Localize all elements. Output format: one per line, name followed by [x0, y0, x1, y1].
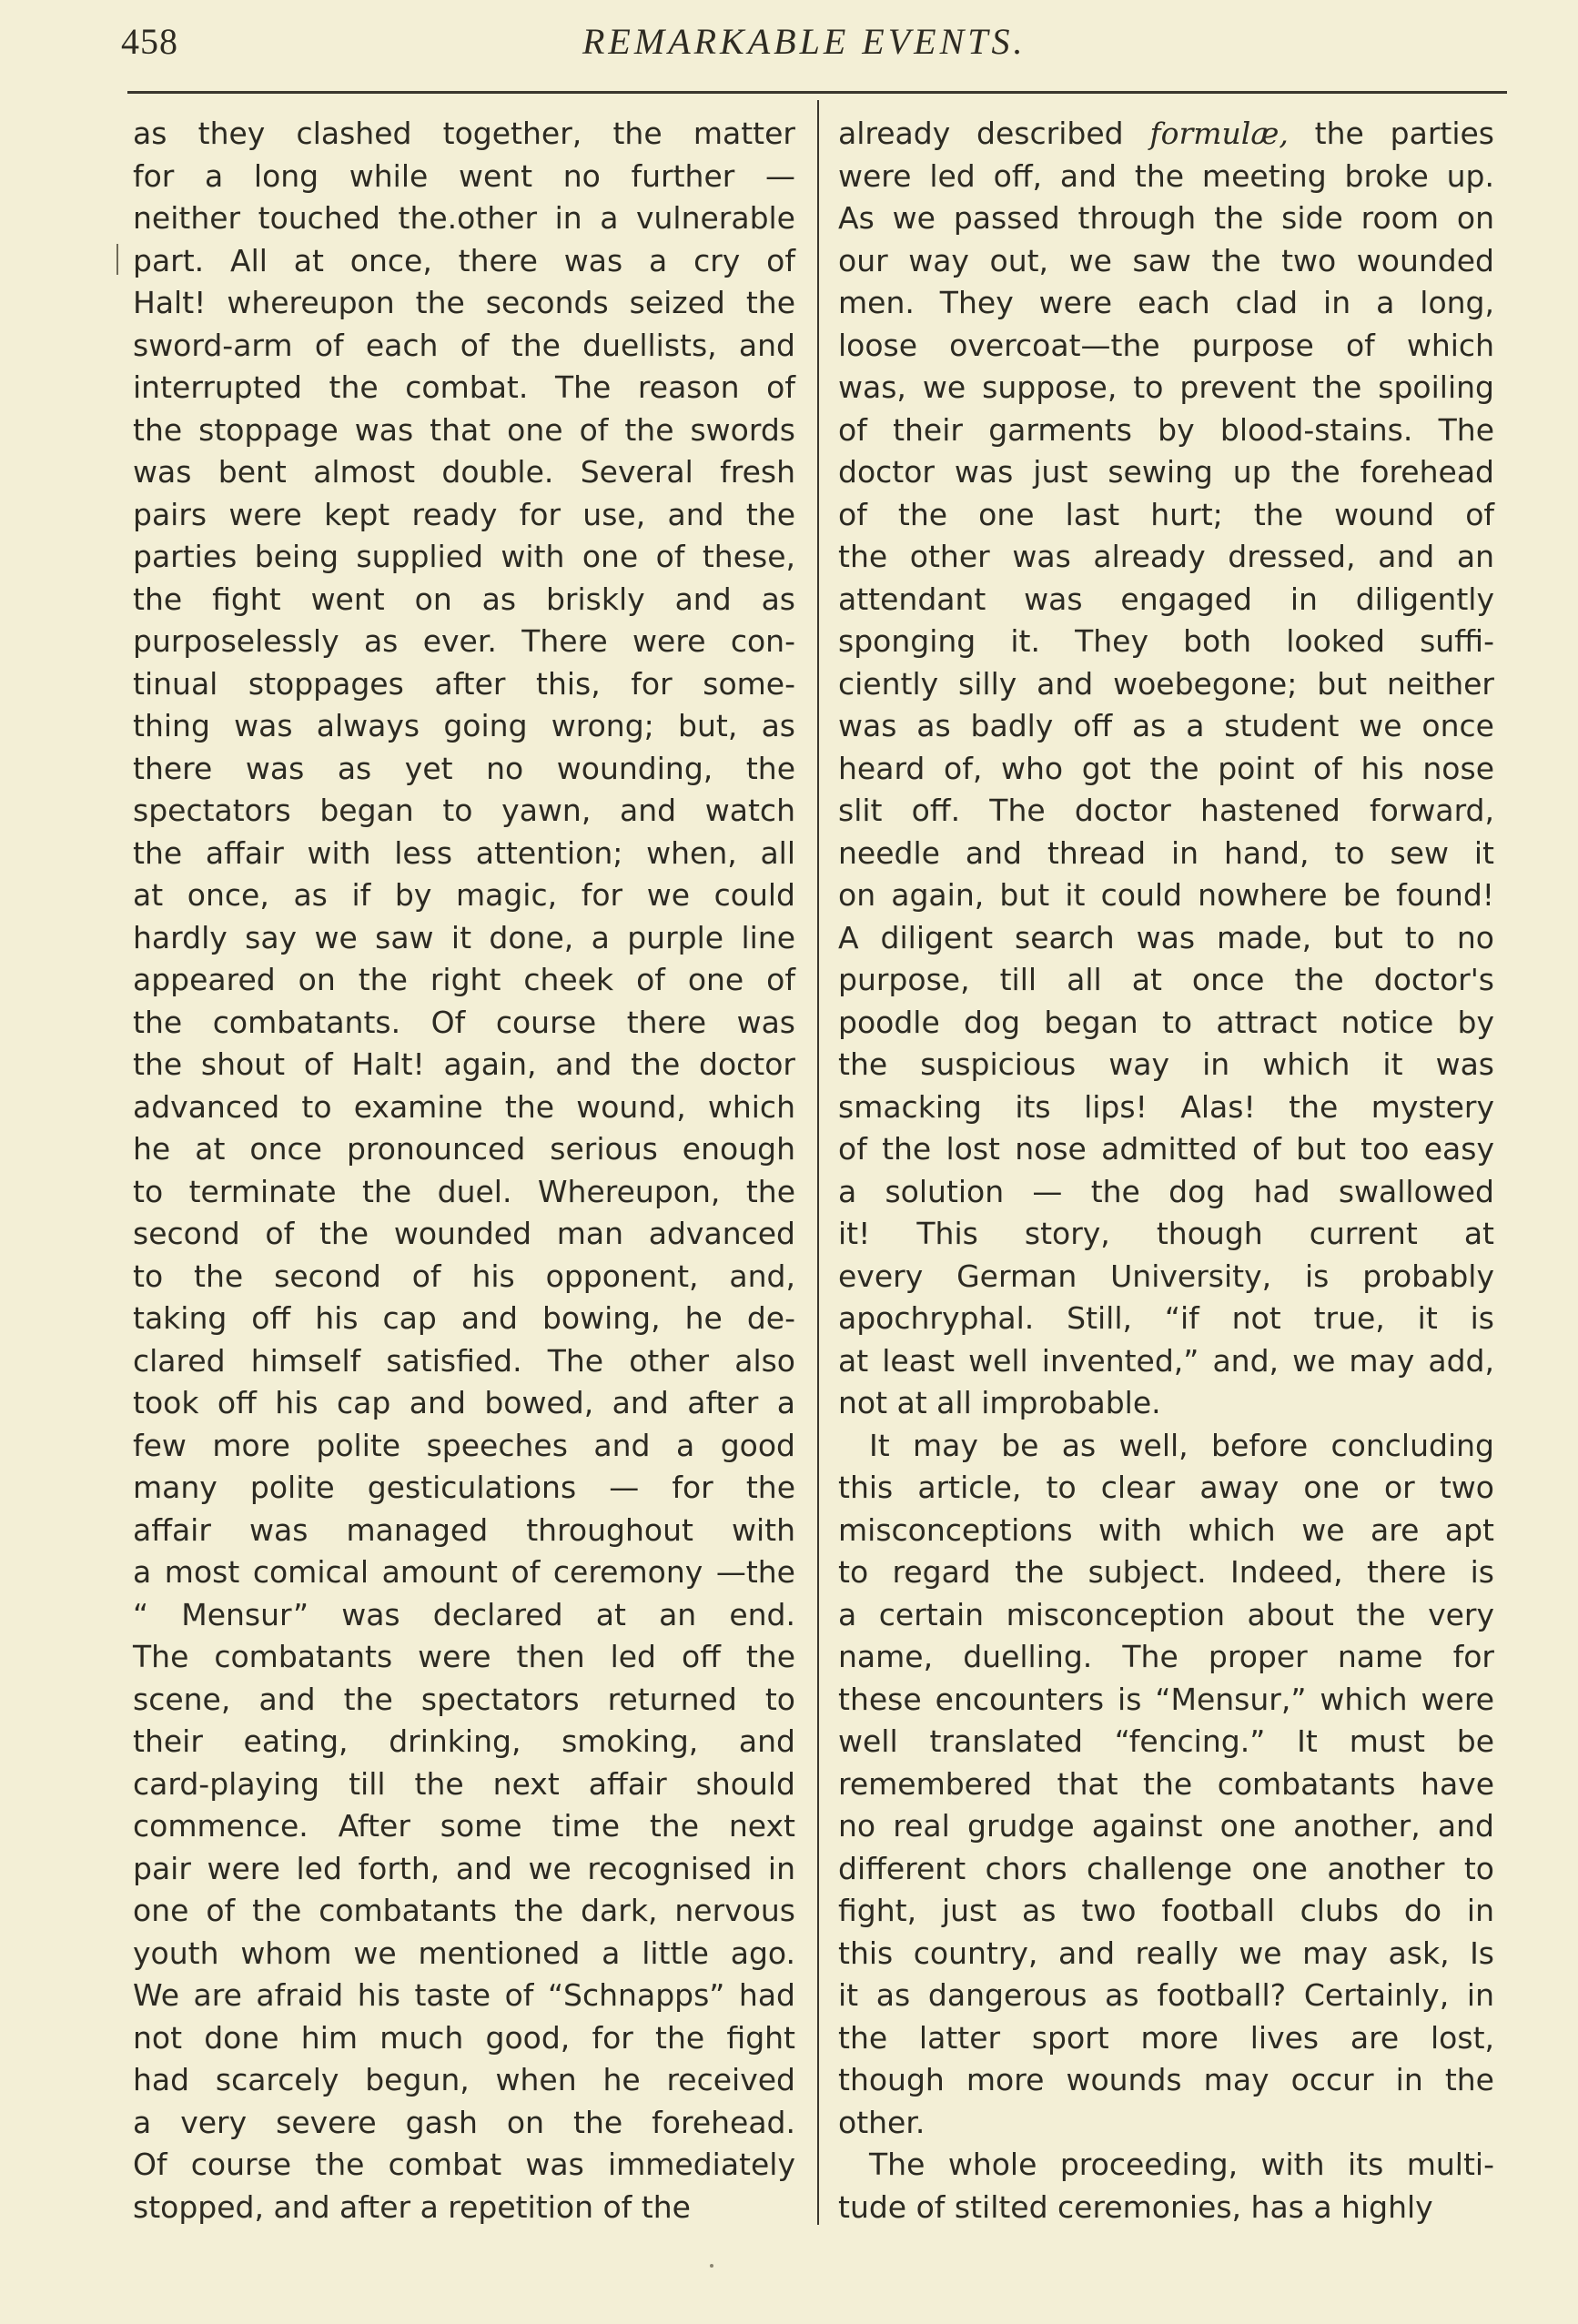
text-line: hardly say we saw it done, a purple line	[133, 919, 795, 955]
text-line: was bent almost double. Several fresh	[133, 454, 795, 490]
text-line: remembered that the combatants have	[838, 1765, 1494, 1802]
text-line: a very severe gash on the forehead.	[133, 2104, 795, 2140]
text-line: clared himself satisfied. The other also	[133, 1342, 795, 1379]
text-line: tude of stilted ceremonies, has a highly	[838, 2188, 1433, 2225]
text-line: As we passed through the side room on	[838, 200, 1494, 236]
text-line: heard of, who got the point of his nose	[838, 750, 1494, 786]
text-line: the other was already dressed, and an	[838, 539, 1494, 574]
text-line: Halt! whereupon the seconds seized the	[133, 285, 795, 320]
text-line: scene, and the spectators returned to	[133, 1681, 795, 1717]
text-line: purposelessly as ever. There were con-	[133, 623, 795, 659]
text-line: of their garments by blood-stains. The	[838, 411, 1494, 448]
text-line: to terminate the duel. Whereupon, the	[133, 1173, 795, 1209]
text-line: smacking its lips! Alas! the mystery	[838, 1088, 1494, 1125]
text-line: a most comical amount of ceremony —the	[133, 1554, 795, 1590]
text-line: took off his cap and bowed, and after a	[133, 1385, 795, 1420]
text-line: the affair with less attention; when, all	[133, 834, 795, 871]
text-line: Of course the combat was immediately	[133, 2147, 795, 2182]
text-line: appeared on the right cheek of one of	[133, 962, 795, 997]
text-line: to regard the subject. Indeed, there is	[838, 1554, 1494, 1590]
text-line: was as badly off as a student we once	[838, 708, 1494, 743]
text-line: was, we suppose, to prevent the spoiling	[838, 369, 1494, 405]
text-line: the suspicious way in which it was	[838, 1046, 1494, 1082]
text-line: misconceptions with which we are apt	[838, 1511, 1494, 1548]
text-line: It may be as well, before concluding	[869, 1427, 1494, 1463]
text-line: it as dangerous as football? Certainly, in	[838, 1977, 1494, 2013]
text-line: name, duelling. The proper name for	[838, 1639, 1494, 1674]
text-line: though more wounds may occur in the	[838, 2062, 1494, 2097]
text-line: slit off. The doctor hastened forward,	[838, 793, 1494, 828]
text-line: at once, as if by magic, for we could	[133, 877, 795, 913]
text-line: the fight went on as briskly and as	[133, 581, 795, 617]
text-line: the latter sport more lives are lost,	[838, 2019, 1494, 2056]
text-line: spectators began to yawn, and watch	[133, 793, 795, 828]
left-column	[133, 113, 795, 2228]
text-line: sponging it. They both looked suffi-	[838, 623, 1494, 659]
header-rule	[127, 91, 1507, 94]
text-line: the stoppage was that one of the swords	[133, 411, 795, 448]
text-line: no real grudge against one another, and	[838, 1808, 1494, 1844]
text-line: other.	[838, 2104, 926, 2140]
text-fragment: the parties	[1288, 116, 1494, 151]
text-line: to the second of his opponent, and,	[133, 1258, 795, 1294]
text-line: stopped, and after a repetition of the	[133, 2188, 691, 2225]
text-line: fight, just as two football clubs do in	[838, 1893, 1494, 1928]
text-line: men. They were each clad in a long,	[838, 285, 1494, 320]
text-line: We are afraid his taste of “Schnapps” had	[133, 1977, 795, 2013]
text-line: youth whom we mentioned a little ago.	[133, 1935, 795, 1971]
text-line: affair was managed throughout with	[133, 1511, 795, 1548]
text-line: interrupted the combat. The reason of	[133, 369, 795, 405]
text-line: one of the combatants the dark, nervous	[133, 1893, 795, 1928]
text-line: ciently silly and woebegone; but neither	[838, 665, 1494, 702]
text-line: it! This story, though current at	[838, 1216, 1494, 1251]
text-line: not at all improbable.	[838, 1385, 1161, 1420]
text-line: were led off, and the meeting broke up.	[838, 157, 1494, 194]
text-line: advanced to examine the wound, which	[133, 1088, 795, 1125]
text-line: few more polite speeches and a good	[133, 1427, 795, 1463]
text-line: part. All at once, there was a cry of	[133, 242, 795, 278]
text-line: the combatants. Of course there was	[133, 1004, 795, 1040]
text-line: A diligent search was made, but to no	[838, 919, 1494, 955]
text-line: needle and thread in hand, to sew it	[838, 834, 1494, 871]
text-line: thing was always going wrong; but, as	[133, 708, 795, 743]
text-line: their eating, drinking, smoking, and	[133, 1723, 795, 1759]
text-line: parties being supplied with one of these,	[133, 539, 795, 574]
text-line: pairs were kept ready for use, and the	[133, 496, 795, 532]
text-line: loose overcoat—the purpose of which	[838, 327, 1494, 363]
text-line: not done him much good, for the fight	[133, 2019, 795, 2056]
text-line: attendant was engaged in diligently	[838, 581, 1494, 617]
text-line: he at once pronounced serious enough	[133, 1131, 795, 1167]
text-line: at least well invented,” and, we may add,	[838, 1342, 1494, 1379]
text-line: many polite gesticulations — for the	[133, 1470, 795, 1505]
text-line: these encounters is “Mensur,” which were	[838, 1681, 1494, 1717]
text-line: poodle dog began to attract notice by	[838, 1004, 1494, 1040]
text-line: for a long while went no further —	[133, 157, 795, 194]
text-line	[838, 113, 1494, 156]
text-line: this article, to clear away one or two	[838, 1470, 1494, 1505]
text-line: pair were led forth, and we recognised in	[133, 1850, 795, 1886]
text-line: our way out, we saw the two wounded	[838, 242, 1494, 278]
text-line: neither touched the.other in a vulnerable	[133, 200, 795, 236]
text-line: had scarcely begun, when he received	[133, 2062, 795, 2097]
margin-mark	[116, 244, 118, 275]
text-line: different chors challenge one another to	[838, 1850, 1494, 1886]
text-line: purpose, till all at once the doctor's	[838, 962, 1494, 997]
text-line: sword-arm of each of the duellists, and	[133, 327, 795, 363]
text-line: card-playing till the next affair should	[133, 1765, 795, 1802]
text-line: second of the wounded man advanced	[133, 1216, 795, 1251]
text-line: of the one last hurt; the wound of	[838, 496, 1494, 532]
text-line: apochryphal. Still, “if not true, it is	[838, 1300, 1494, 1336]
text-line: commence. After some time the next	[133, 1808, 795, 1844]
text-line: every German University, is probably	[838, 1258, 1494, 1294]
text-line: tinual stoppages after this, for some-	[133, 665, 795, 702]
stray-mark	[710, 2264, 713, 2268]
text-line: the shout of Halt! again, and the doctor	[133, 1046, 795, 1082]
text-line: “ Mensur” was declared at an end.	[133, 1596, 795, 1632]
text-line: of the lost nose admitted of but too easy	[838, 1131, 1494, 1167]
text-line: on again, but it could nowhere be found!	[838, 877, 1494, 913]
text-line: The whole proceeding, with its multi-	[869, 2147, 1494, 2182]
right-column	[838, 113, 1494, 2228]
running-title: REMARKABLE EVENTS.	[582, 21, 1027, 62]
text-line: The combatants were then led off the	[133, 1639, 795, 1674]
italic-word: formulæ,	[1149, 116, 1289, 151]
text-line: as they clashed together, the matter	[133, 116, 795, 151]
page-number: 458	[121, 21, 178, 62]
text-line: a certain misconception about the very	[838, 1596, 1494, 1632]
text-line: this country, and really we may ask, Is	[838, 1935, 1494, 1971]
text-fragment: already described	[838, 116, 1150, 151]
text-line: a solution — the dog had swallowed	[838, 1173, 1494, 1209]
text-line: there was as yet no wounding, the	[133, 750, 795, 786]
text-line: taking off his cap and bowing, he de-	[133, 1300, 795, 1336]
text-line: doctor was just sewing up the forehead	[838, 454, 1494, 490]
text-line: well translated “fencing.” It must be	[838, 1723, 1494, 1759]
column-divider	[817, 100, 819, 2225]
